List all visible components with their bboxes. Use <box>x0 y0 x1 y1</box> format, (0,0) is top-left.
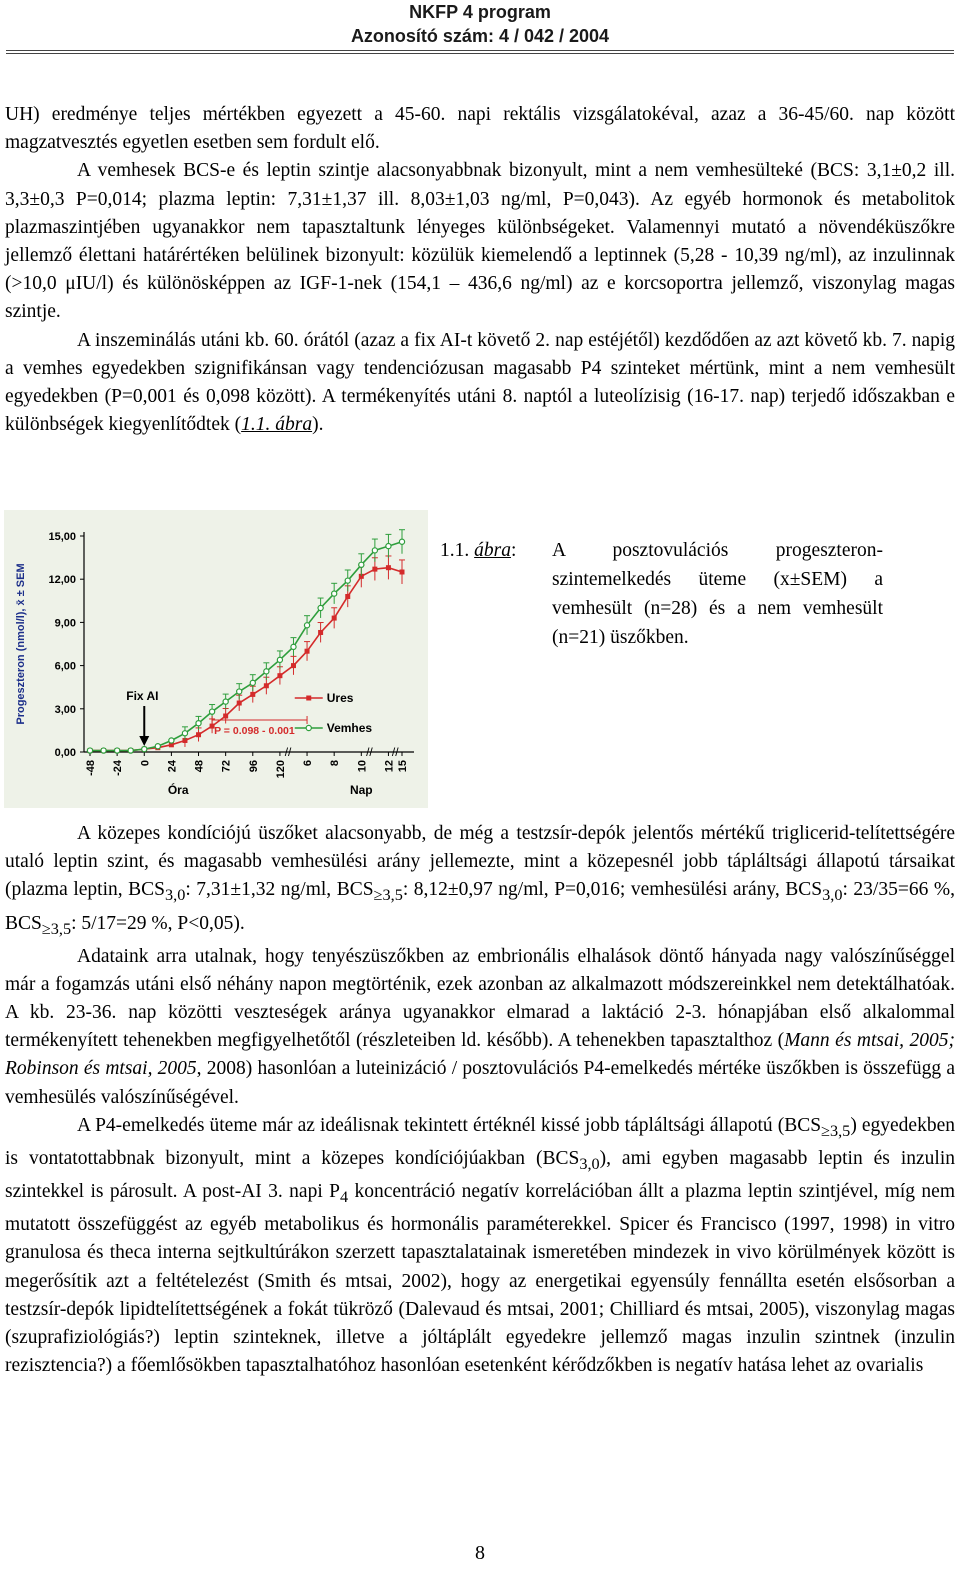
data-point-vemhes <box>128 748 133 753</box>
data-point-vemhes <box>237 689 242 694</box>
p6-text-d: koncentráció negatív korrelációban állt a plazma leptin szintjével, míg nem mutatott összefüggést az egyéb metabolikus és hormonális paraméterekkel. Spicer és Francisco (1997, 1998) in vitro granulosa és theca interna sejtkultúrákon szerzett tapasztalatainak ismeretében mindezek in vivo körülmények között is megerősítik azt a feltételezést (Smith és mtsai, 2002), hogy az energetikai egyensúly fennállta esetén elsősorban a testzsír-depók lipidtelítettségének a fokát tükröző (Dalevaud és mtsai, 2001; Chilliard és mtsai, 2005), viszonylag magas (szuprafiziológiás?) leptin szinteknek, illetve a jóltáplált egyedekre jellemző magas inzulin szintnek (inzulin rezisztencia?) a főemlősökben tapasztalhatóhoz hasonlóan esetenként kérődzőkben is negatív hatása lehet az ovarialis <box>5 1181 955 1377</box>
p4-sub-3: 3,0 <box>822 886 843 905</box>
y-tick-label: 0,00 <box>54 747 76 759</box>
p4-text-c: : 8,12±0,97 ng/ml, P=0,016; vemhesülési arány, BCS <box>402 879 823 901</box>
x-tick-label-hour: 120 <box>274 760 287 779</box>
data-point-vemhes <box>87 748 92 753</box>
x-tick-label-hour: 0 <box>139 760 152 767</box>
p4-text-e: : 5/17=29 %, P<0,05). <box>71 912 245 934</box>
legend-marker-ures <box>306 696 311 701</box>
p6-text-c: ), ami egyben magasabb leptin és inzulin szintekkel is párosult. A post-AI 3. napi P <box>5 1147 955 1202</box>
figure-chart <box>4 510 428 808</box>
data-point-vemhes <box>399 539 404 544</box>
data-point-ures <box>291 663 296 668</box>
x-tick-label-hour: 24 <box>166 760 179 773</box>
x-tick-label-day: 12 <box>383 760 396 773</box>
y-tick-label: 12,00 <box>48 574 76 587</box>
x-tick-label-hour: 48 <box>193 760 206 773</box>
p5-text-a: Adataink arra utalnak, hogy tenyészüszőkben az embrionális elhalások döntő hányada nagy valószínűséggel már a fogamzás utáni első néhány napon megtörténik, ezek azonban az alkalmazott módszereinkkel nem detektálhatóak. A kb. 23-36. nap közötti veszteségek aránya ugyanakkor elmarad a laktáció 2-3. hónapjában első alkalommal termékenyített tehenekben megfigyelhetőtől (részleteiben ld. később). A tehenekben tapasztalthoz ( <box>5 945 955 1052</box>
x-tick-label-day: 6 <box>302 760 315 767</box>
header-rule <box>6 50 954 51</box>
data-point-vemhes <box>318 605 323 610</box>
data-point-vemhes <box>142 747 147 752</box>
data-point-ures <box>318 630 323 635</box>
legend-label-vemhes: Vemhes <box>326 721 373 735</box>
header-rule-2 <box>6 53 954 54</box>
x-tick-label-hour: -24 <box>112 760 125 776</box>
paragraph-2: A vemhesek BCS-e és leptin szintje alacsonyabbnak bizonyult, mint a nem vemhesülteké (BCS: 3,1±0,2 ill. 3,3±0,3 P=0,014; plazma leptin: 7,31±1,37 ill. 8,03±1,03 ng/ml, P=0,043). Az egyéb hormonok és metabolitok plazmaszintjében ugyanakkor nem tapasztaltunk lényeges különbségeket. Valamennyi mutató a növendéküszőkre jellemző élettani határértéken belülinek bizonyult: közülük kiemelendő a leptinnek (5,28 - 10,39 ng/ml), az inzulinnak (>10,0 μIU/l) és különösképpen az IGF-1-nek (154,1 – 436,6 ng/ml) az e korcsoportra jellemző, viszonylag magas szintje. <box>5 160 955 323</box>
data-point-ures <box>264 683 269 688</box>
p4-sub-2: ≥3,5 <box>373 886 403 905</box>
x-axis-label-days: Nap <box>349 783 373 797</box>
p6-text-b: ) egyedekben is vontatottabbnak bizonyult, mint a közepes kondíciójúakban (BCS <box>5 1114 955 1169</box>
p4-text-d: : 23/35=66 %, BCS <box>5 879 956 934</box>
figure-label: ábra <box>474 540 511 561</box>
data-point-vemhes <box>345 578 350 583</box>
data-point-vemhes <box>155 744 160 749</box>
data-point-ures <box>237 701 242 706</box>
x-tick-label-hour: 72 <box>220 760 233 773</box>
p4-text-a: A közepes kondíciójú üszőket alacsonyabb, de még a testzsír-depók jelentős mértékű triglicerid-telítettségére utaló leptin szint, és magasabb vemhesülési arány jellemezte, mint a közepesnél jobb tápláltsági állapotú társaikat (plazma leptin, BCS <box>5 823 955 901</box>
x-tick-label-hour: -48 <box>85 760 97 776</box>
paragraph-3-end: ). <box>312 414 324 436</box>
y-tick-label: 9,00 <box>54 617 76 630</box>
data-point-vemhes <box>209 709 214 714</box>
y-tick-label: 15,00 <box>48 531 76 543</box>
legend-marker-vemhes <box>306 725 311 730</box>
y-tick-label: 3,00 <box>54 703 76 716</box>
p4-sub-4: ≥3,5 <box>41 919 72 938</box>
header-program: NKFP 4 program <box>409 2 551 22</box>
paragraph-5 <box>5 943 955 1112</box>
data-point-ures <box>277 673 282 678</box>
figure-number: 1.1. <box>440 540 470 561</box>
data-point-vemhes <box>101 748 106 753</box>
paragraph-6 <box>5 1112 955 1381</box>
p5-citation: Mann és mtsai, 2005; Robinson és mtsai, 2005 <box>5 1030 955 1080</box>
data-point-vemhes <box>169 738 174 743</box>
data-point-ures <box>372 567 377 572</box>
legend-label-ures: Ures <box>326 691 354 705</box>
data-point-vemhes <box>264 669 269 674</box>
data-point-ures <box>196 732 201 737</box>
data-point-vemhes <box>386 543 391 548</box>
data-point-vemhes <box>372 548 377 553</box>
data-point-vemhes <box>277 657 282 662</box>
paragraph-3 <box>5 327 955 440</box>
p6-sub-2: 3,0 <box>579 1154 600 1173</box>
data-point-vemhes <box>115 748 120 753</box>
data-point-ures <box>332 616 337 621</box>
data-point-ures <box>386 565 391 570</box>
data-point-vemhes <box>223 699 228 704</box>
data-point-ures <box>305 649 310 654</box>
axis-break-mark: // <box>284 745 292 759</box>
data-point-ures <box>345 594 350 599</box>
y-tick-label: 6,00 <box>54 660 76 673</box>
body-bottom <box>5 820 955 1380</box>
header-id: Azonosító szám: 4 / 042 / 2004 <box>350 26 610 46</box>
annotation-arrow-head <box>139 736 149 746</box>
data-point-vemhes <box>250 680 255 685</box>
p6-text-a: A P4-emelkedés üteme már az ideálisnak tekintett értéknél kissé jobb tápláltsági állapotú (BCS <box>77 1114 822 1136</box>
figure-caption-text: A posztovulációs progeszteron-szintemelkedés üteme (x±SEM) a vemhesült (n=28) és a nem vemhesült (n=21) üszőkben. <box>552 540 883 648</box>
data-point-vemhes <box>291 644 296 649</box>
annotation-p-value: P = 0.098 - 0.001 <box>214 725 295 737</box>
x-tick-label-day: 10 <box>356 760 369 773</box>
axis-break-mark: // <box>391 745 399 759</box>
x-tick-label-day: 15 <box>397 760 409 773</box>
paragraph-4 <box>5 820 955 943</box>
data-point-vemhes <box>332 591 337 596</box>
data-point-vemhes <box>182 731 187 736</box>
body-top <box>5 101 955 439</box>
data-point-ures <box>250 692 255 697</box>
paragraph-1: UH) eredménye teljes mértékben egyezett a 45-60. napi rektális vizsgálatokéval, azaz a 36-45/60. nap között magzatvesztés egyetlen esetben sem fordult elő. <box>5 104 955 154</box>
axis-break-mark: // <box>366 745 373 759</box>
document-header <box>0 0 960 48</box>
data-point-vemhes <box>196 721 201 726</box>
y-axis-label: Progeszteron (nmol/l), x̄ ± SEM <box>15 563 27 725</box>
page-number: 8 <box>475 1542 485 1564</box>
series-line-vemhes <box>90 542 402 751</box>
p6-sub-1: ≥3,5 <box>821 1121 851 1140</box>
p5-text-b: , 2008) hasonlóan a luteinizáció / posztovulációs P4-emelkedés mértéke üszőkben is összefügg a vemhesülés valószínűségével. <box>5 1058 955 1108</box>
figure-reference-link[interactable]: 1.1. ábra <box>241 414 313 436</box>
progesterone-chart <box>4 510 428 808</box>
p4-sub-1: 3,0 <box>165 886 186 905</box>
data-point-vemhes <box>304 623 309 628</box>
x-axis-label-hours: Óra <box>167 783 189 797</box>
p4-text-b: : 7,31±1,32 ng/ml, BCS <box>185 879 374 901</box>
paragraph-3-text: A inszeminálás utáni kb. 60. órától (azaz a fix AI-t követő 2. nap estéjétől) kezdődően az azt követő kb. 7. napig a vemhes egyedekben szignifikánsan vagy tendenciózusan magasabb P4 szinteket mértünk, mint a nem vemhesült egyedekben (P=0,001 és 0,098 között). A termékenyítés utáni 8. naptól a luteolízisig (16-17. nap) terjedő időszakban e különbségek kiegyenlítődtek ( <box>5 329 955 436</box>
x-tick-label-hour: 96 <box>247 760 260 773</box>
data-point-ures <box>223 714 228 719</box>
annotation-fix-ai: Fix AI <box>126 689 159 703</box>
x-tick-label-day: 8 <box>329 760 342 767</box>
data-point-ures <box>400 570 405 575</box>
data-point-vemhes <box>359 562 364 567</box>
p6-sub-3: 4 <box>339 1187 349 1206</box>
